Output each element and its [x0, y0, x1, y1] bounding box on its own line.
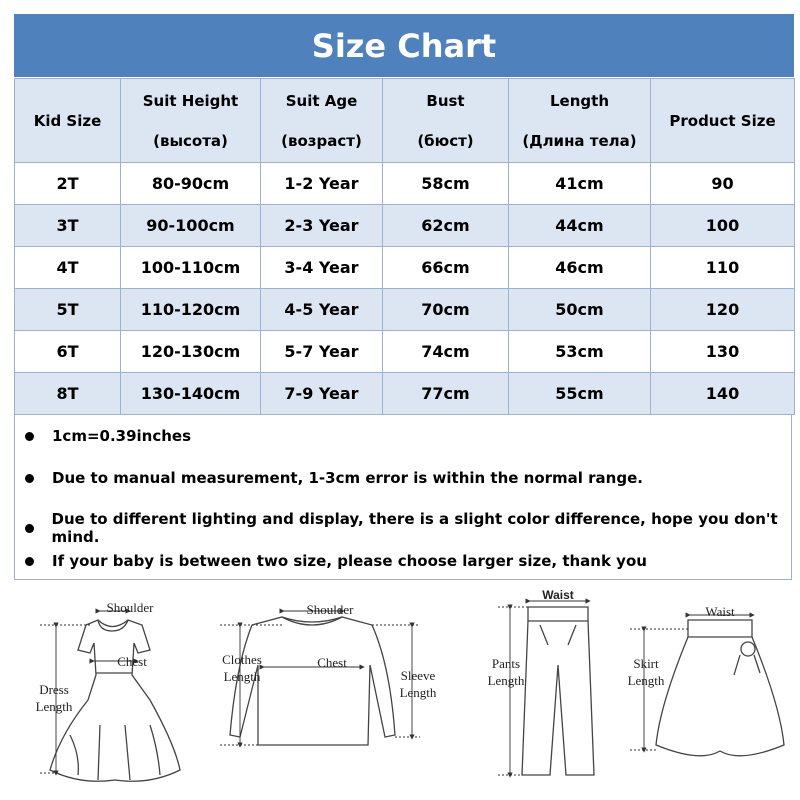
table-cell: 90: [651, 163, 795, 205]
header-suit-height: Suit Height (высота): [121, 79, 261, 163]
table-cell: 58cm: [383, 163, 509, 205]
note-item: Due to different lighting and display, there is a slight color difference, hope you don't mind.: [25, 510, 791, 546]
table-cell: 100-110cm: [121, 247, 261, 289]
bullet-icon: [25, 432, 34, 441]
bullet-icon: [25, 474, 34, 483]
table-cell: 130: [651, 331, 795, 373]
notes-box: [14, 414, 792, 580]
table-cell: 5T: [15, 289, 121, 331]
table-cell: 130-140cm: [121, 373, 261, 415]
pants-illustration: [522, 607, 594, 775]
top-shoulder-label: Shoulder: [306, 602, 354, 617]
dress-length-label: Dress Length: [35, 682, 73, 714]
top-chest-label: Chest: [317, 655, 347, 670]
table-cell: 7-9 Year: [261, 373, 383, 415]
table-cell: 80-90cm: [121, 163, 261, 205]
table-cell: 77cm: [383, 373, 509, 415]
table-cell: 90-100cm: [121, 205, 261, 247]
size-table: [14, 78, 795, 415]
header-length: Length (Длина тела): [509, 79, 651, 163]
page-title: Size Chart: [14, 14, 794, 77]
table-cell: 1-2 Year: [261, 163, 383, 205]
pants-length-label: Pants Length: [487, 656, 525, 688]
table-cell: 110: [651, 247, 795, 289]
bullet-icon: [25, 557, 34, 566]
table-cell: 46cm: [509, 247, 651, 289]
header-kid-size: Kid Size: [15, 79, 121, 163]
table-cell: 55cm: [509, 373, 651, 415]
table-cell: 120: [651, 289, 795, 331]
table-cell: 2-3 Year: [261, 205, 383, 247]
table-cell: 66cm: [383, 247, 509, 289]
table-cell: 50cm: [509, 289, 651, 331]
table-cell: 62cm: [383, 205, 509, 247]
table-cell: 74cm: [383, 331, 509, 373]
dress-chest-label: Chest: [117, 654, 147, 669]
measurement-diagrams: [0, 585, 800, 800]
header-bust: Bust (бюст): [383, 79, 509, 163]
skirt-illustration: [656, 620, 784, 756]
dress-shoulder-label: Shoulder: [106, 600, 154, 615]
table-cell: 53cm: [509, 331, 651, 373]
table-row: [15, 289, 795, 331]
table-cell: 4T: [15, 247, 121, 289]
header-suit-age: Suit Age (возраст): [261, 79, 383, 163]
skirt-waist-label: Waist: [705, 604, 735, 619]
clothes-length-label: Clothes Length: [222, 652, 262, 684]
table-cell: 3-4 Year: [261, 247, 383, 289]
table-cell: 6T: [15, 331, 121, 373]
bullet-icon: [25, 524, 34, 533]
note-item: If your baby is between two size, please choose larger size, thank you: [25, 552, 647, 570]
table-cell: 8T: [15, 373, 121, 415]
table-cell: 120-130cm: [121, 331, 261, 373]
table-cell: 70cm: [383, 289, 509, 331]
table-cell: 140: [651, 373, 795, 415]
table-cell: 41cm: [509, 163, 651, 205]
header-product-size: Product Size: [651, 79, 795, 163]
table-cell: 44cm: [509, 205, 651, 247]
table-row: [15, 373, 795, 415]
table-cell: 2T: [15, 163, 121, 205]
table-row: [15, 247, 795, 289]
skirt-length-label: Skirt Length: [627, 656, 665, 688]
pants-waist-label: Waist: [542, 588, 574, 602]
table-cell: 100: [651, 205, 795, 247]
table-cell: 5-7 Year: [261, 331, 383, 373]
table-row: [15, 331, 795, 373]
table-row: [15, 205, 795, 247]
table-cell: 4-5 Year: [261, 289, 383, 331]
table-cell: 110-120cm: [121, 289, 261, 331]
table-row: [15, 163, 795, 205]
note-item: 1cm=0.39inches: [25, 427, 191, 445]
sleeve-length-label: Sleeve Length: [399, 668, 437, 700]
note-item: Due to manual measurement, 1-3cm error is within the normal range.: [25, 469, 643, 487]
table-cell: 3T: [15, 205, 121, 247]
table-header-row: [15, 79, 795, 163]
